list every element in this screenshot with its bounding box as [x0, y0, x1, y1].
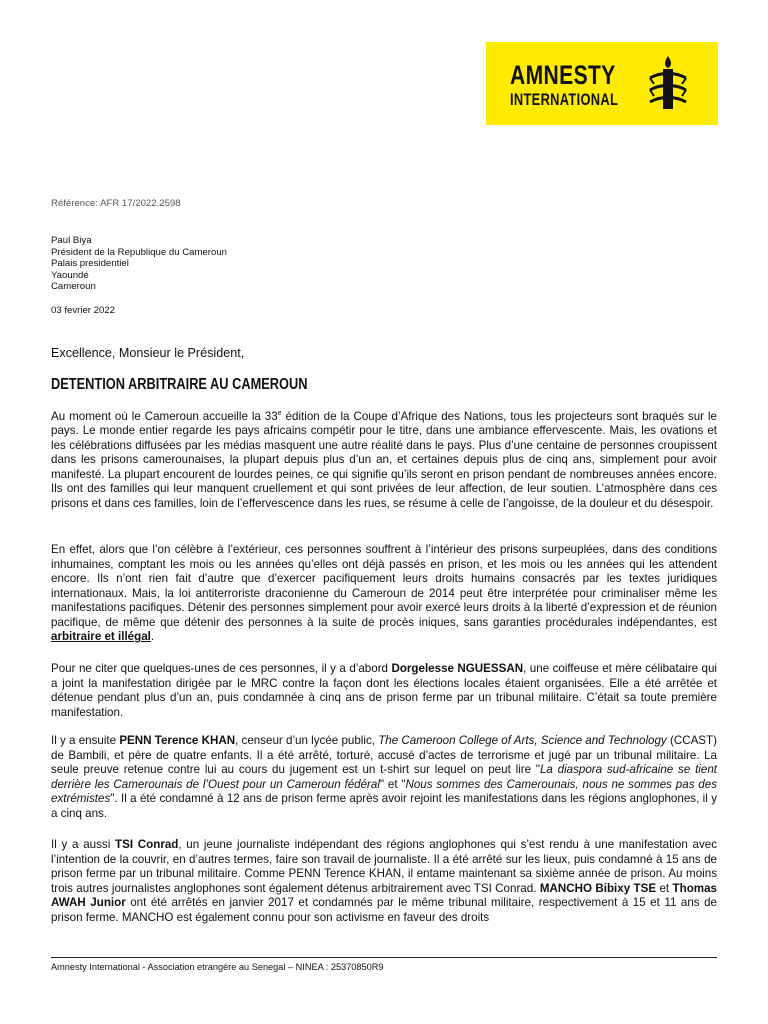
address-line: Palais presidentiel: [51, 258, 129, 269]
salutation: Excellence, Monsieur le Président,: [51, 346, 245, 360]
candle-barbed-wire-icon: [644, 54, 692, 114]
paragraph-5: Il y a aussi TSI Conrad, un jeune journaliste indépendant des régions anglophones qui s’est rendu à une manifestation avec l’intention de la couvrir, en d’autres termes, faire son travail de journaliste. Il a été arrêté sur les lieux, puis condamné à 15 ans de prison ferme par un tribunal militaire. Comme PENN Terence KHAN, il entame maintenant sa sixième année de prison. Au moins trois autres journalistes anglophones sont également détenus arbitrairement avec TSI Conrad. MANCHO Bibixy TSE et Thomas AWAH Junior ont été arrêtés en janvier 2017 et condamnés par le même tribunal militaire, respectivement à 15 et 11 ans de prison ferme. MANCHO est également connu pour son activisme en faveur des droits: [51, 838, 717, 924]
person-name: Dorgelesse NGUESSAN: [391, 662, 524, 675]
address-line: Paul Biya: [51, 235, 92, 246]
person-name: Thomas AWAH Junior: [51, 881, 717, 909]
person-name: TSI Conrad: [115, 838, 179, 851]
address-line: Président de la Republique du Cameroun: [51, 246, 227, 258]
recipient-address: [51, 235, 227, 293]
address-line: Yaoundé: [51, 269, 89, 281]
paragraph-4: Il y a ensuite PENN Terence KHAN, censeur d’un lycée public, The Cameroon College of Arts, Science and Technology (CCAST) de Bambili, et père de quatre enfants. Il a été arrêté, torturé, accusé d’actes de terrorisme et jugé par un tribunal militaire. La seule preuve retenue contre lui au cours du jugement est un t-shirt sur lequel on peut lire "La diaspora sud-africaine se tient derrière les Camerounais de l’Ouest pour un Cameroun fédéral" et "Nous sommes des Camerounais, nous ne sommes pas des extrémistes". Il a été condamné à 12 ans de prison ferme après avoir rejoint les manifestations dans les régions anglophones, il y a cinq ans.: [51, 734, 717, 820]
amnesty-logo: [486, 42, 718, 125]
paragraph-2: En effet, alors que l’on célèbre à l’extérieur, ces personnes souffrent à l’intérieur des prisons surpeuplées, dans des conditions inhumaines, comptant les mois ou les années qu’elles ont déjà passés en prison, et les mois ou les années qui les attendent encore. Ils n’ont rien fait d’autre que d’exercer pacifiquement leurs droits humains consacrés par les textes juridiques internationaux. Mais, la loi antiterroriste draconienne du Cameroun de 2014 peut être interprétée pour criminaliser même les manifestations pacifiques. Détenir des personnes simplement pour avoir exercé leurs droits à la liberté d’expression et de réunion pacifique, de même que détenir des personnes à la suite de procès iniques, sans garanties procédurales indépendantes, est arbitraire et illégal.: [51, 543, 717, 643]
reference: Référence: AFR 17/2022.2598: [51, 198, 181, 209]
footer-text: Amnesty International - Association etrangère au Senegal – NINEA : 25370850R9: [51, 962, 384, 972]
person-name: PENN Terence KHAN: [119, 734, 236, 747]
logo-line-2: INTERNATIONAL: [510, 91, 619, 109]
footer-divider: [51, 957, 717, 958]
address-line: Cameroun: [51, 281, 96, 292]
arbitrary-illegal-link[interactable]: arbitraire et illégal: [51, 630, 151, 643]
logo-line-1: AMNESTY: [510, 60, 616, 90]
paragraph-1: Au moment où le Cameroun accueille la 33e édition de la Coupe d’Afrique des Nations, tous les projecteurs sont braqués sur le pays. Le monde entier regarde les pays africains compétir pour le titre, dans une ambiance effervescente. Mais, les ovations et les célébrations diffusées par les médias masquent une autre réalité dans le pays. Plus d’une centaine de personnes croupissent dans les prisons camerounaises, la plupart depuis plus d’un an, et certaines depuis plus de cinq ans, simplement pour avoir manifesté. La plupart encourent de lourdes peines, ce qui signifie qu’ils seront en prison pendant de nombreuses années encore. Ils ont des familles qui leur manquent cruellement et qui sont privées de leur affection, de leur soutien. L’atmosphère dans ces prisons et dans ces familles, loin de l’effervescence dans les rues, se résume à celle de l’angoisse, de la douleur et du désespoir.: [51, 409, 717, 510]
person-name: MANCHO Bibixy TSE: [539, 881, 657, 895]
paragraph-3: Pour ne citer que quelques-unes de ces personnes, il y a d’abord Dorgelesse NGUESSAN, une coiffeuse et mère célibataire qui a joint la manifestation dirigée par le MRC contre la façon dont les élections locales étaient organisées. Elle a été arrêtée et détenue pendant plus d’un an, puis condamnée à cinq ans de prison ferme par un tribunal militaire. C’était sa toute première manifestation.: [51, 662, 717, 719]
letter-date: 03 fevrier 2022: [51, 305, 115, 316]
logo-wordmark: [510, 62, 618, 109]
letter-heading: DETENTION ARBITRAIRE AU CAMEROUN: [51, 376, 308, 393]
